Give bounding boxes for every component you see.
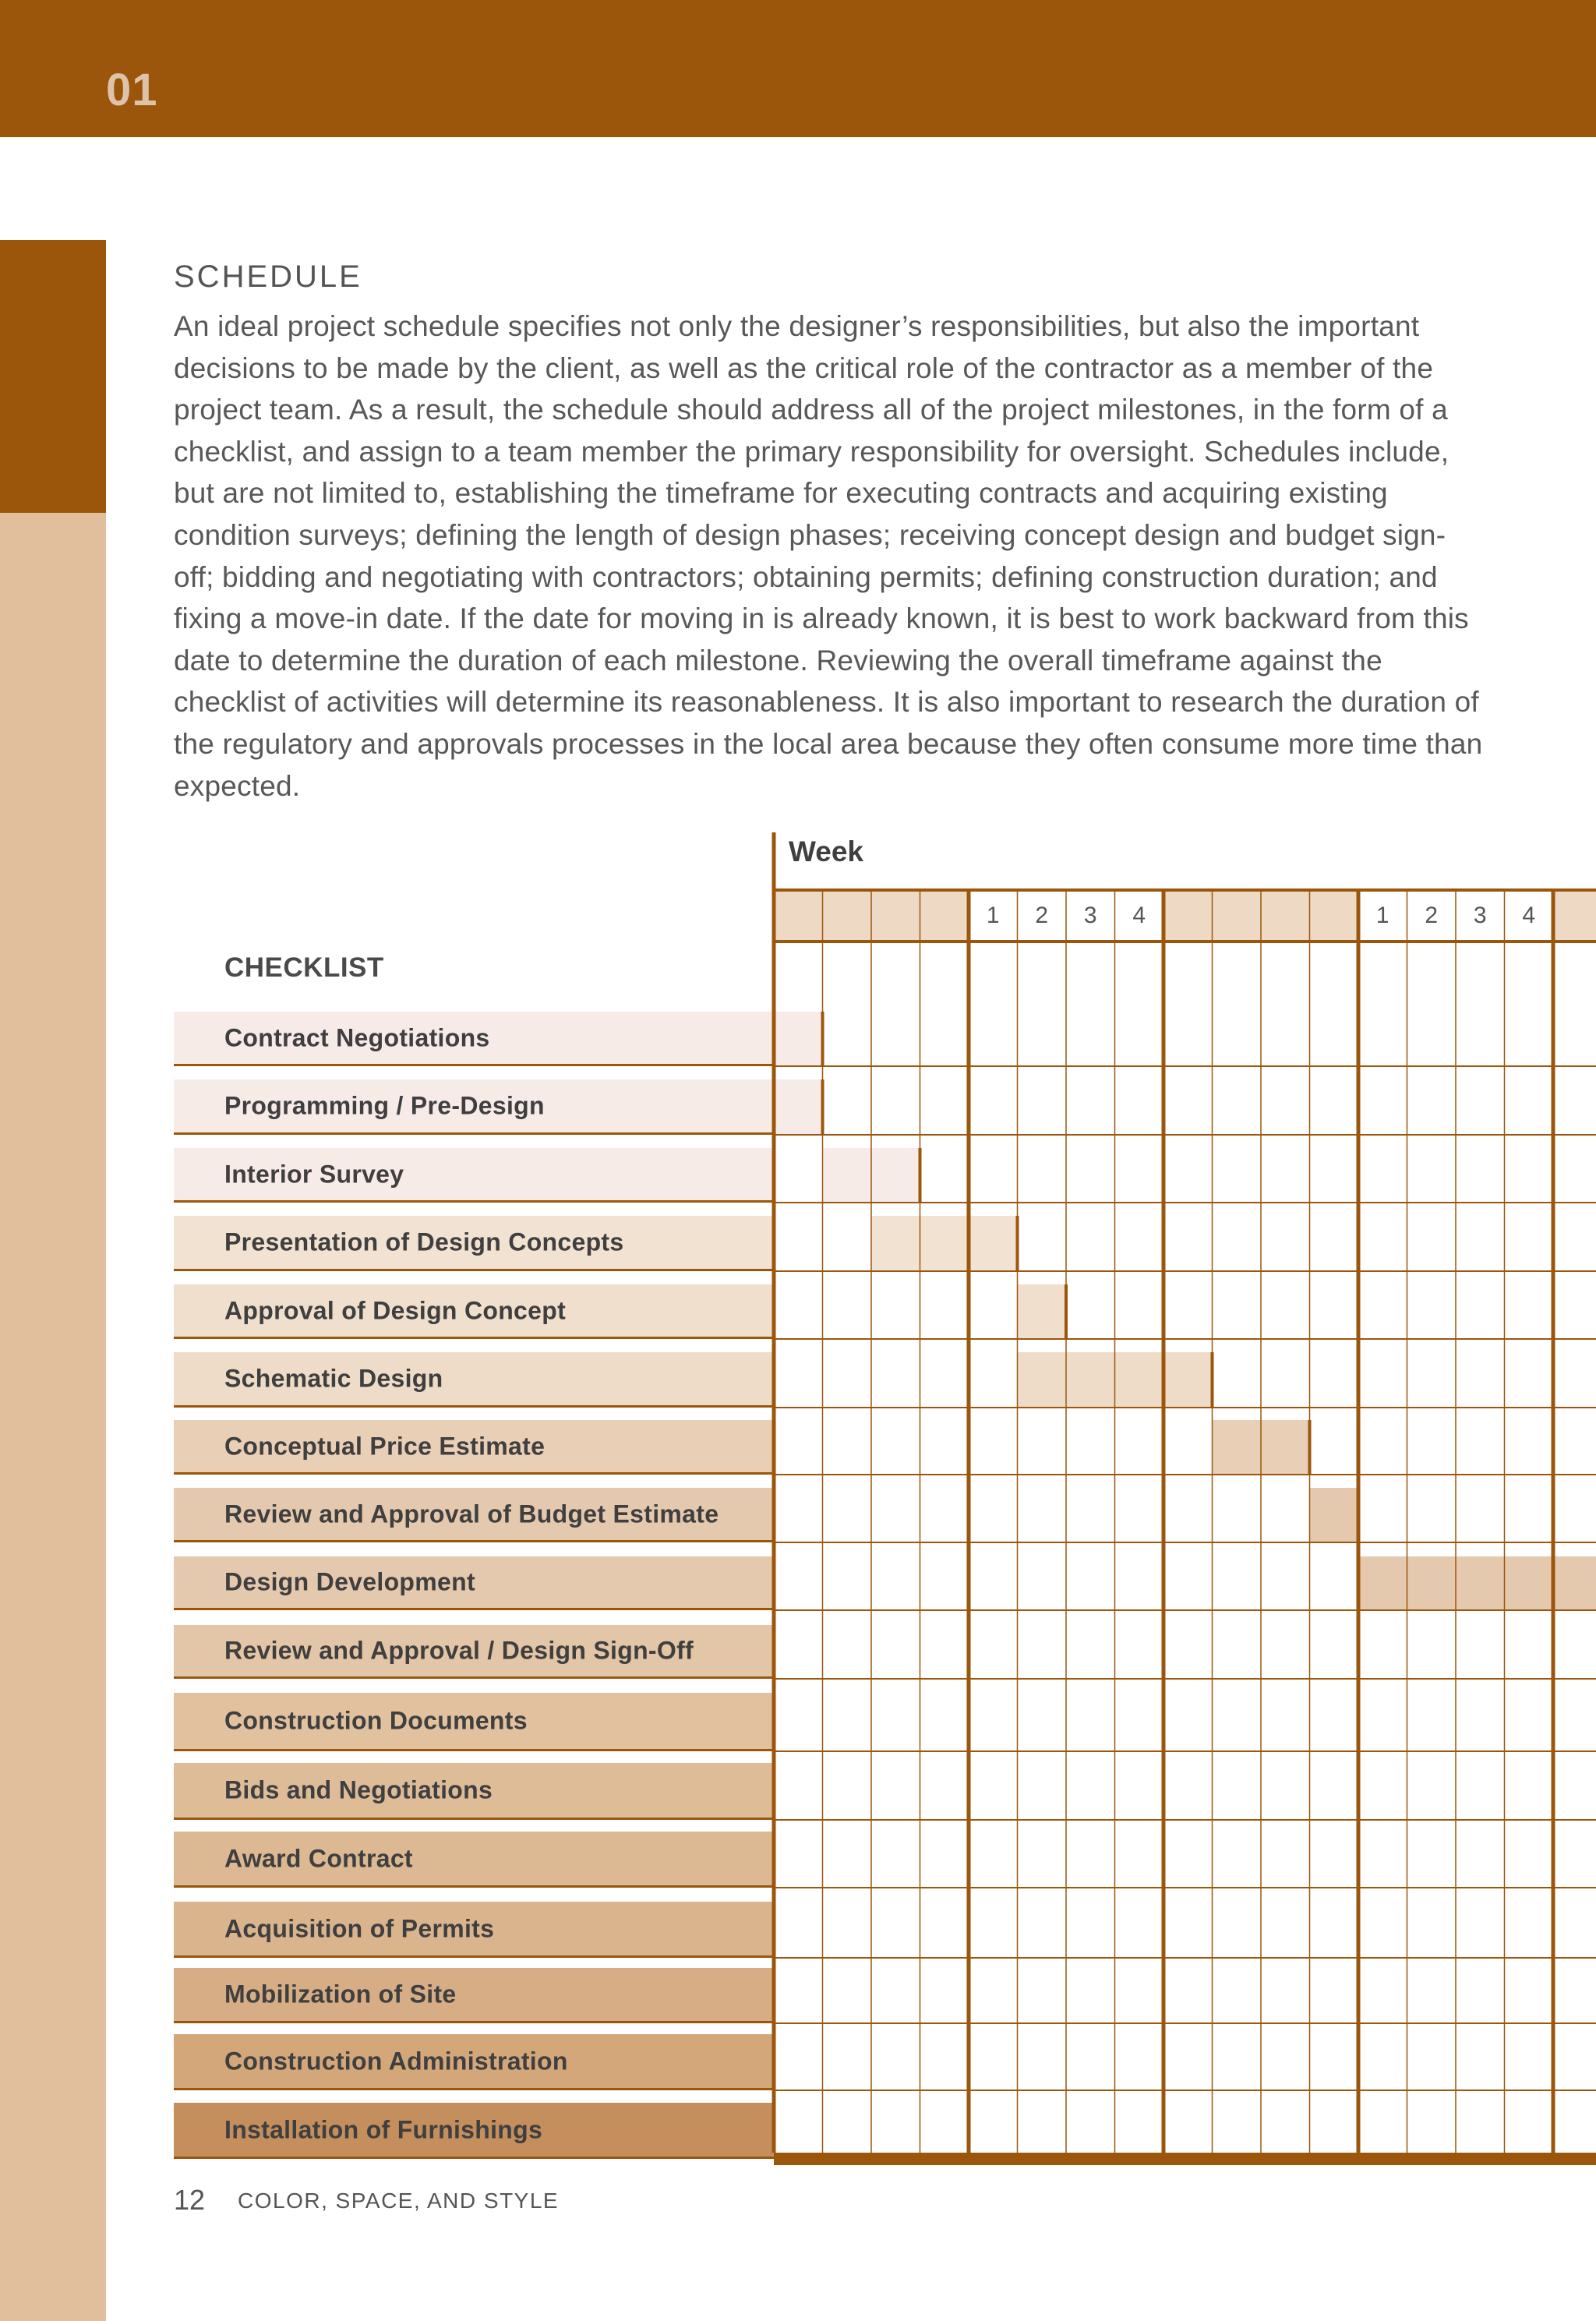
checklist-item-label: Review and Approval of Budget Estimate (224, 1500, 719, 1528)
checklist-item-label: Construction Administration (224, 2047, 568, 2075)
week-number-label: 3 (1083, 903, 1097, 928)
chapter-number: 01 (106, 65, 158, 115)
checklist-item-label: Installation of Furnishings (224, 2115, 543, 2143)
checklist-item-label: Mobilization of Site (224, 1980, 457, 2008)
running-title: COLOR, SPACE, AND STYLE (238, 2189, 560, 2213)
week-number-label: 2 (1035, 903, 1049, 928)
checklist-item-label: Acquisition of Permits (224, 1914, 495, 1942)
week-header-cell-shade (1310, 890, 1359, 941)
checklist-heading: CHECKLIST (224, 952, 384, 983)
checklist-item-label: Interior Survey (224, 1160, 404, 1188)
checklist-item-label: Award Contract (224, 1844, 413, 1872)
week-header-cell-shade (774, 890, 823, 941)
checklist-item-label: Approval of Design Concept (224, 1296, 567, 1324)
checklist-item-label: Design Development (224, 1567, 475, 1596)
week-number-label: 4 (1522, 903, 1536, 928)
task-bar (871, 1216, 1018, 1271)
week-header-cell-shade (1213, 890, 1262, 941)
checklist-item-label: Programming / Pre-Design (224, 1091, 545, 1120)
week-header-cell-shade (823, 890, 872, 941)
checklist-item-label: Presentation of Design Concepts (224, 1228, 624, 1256)
task-bar (1018, 1284, 1067, 1339)
task-bar (774, 1079, 823, 1135)
week-header-cell-shade (920, 890, 969, 941)
checklist-item-label: Conceptual Price Estimate (224, 1432, 546, 1460)
checklist-item-label: Review and Approval / Design Sign-Off (224, 1636, 694, 1665)
week-header-cell-shade (1553, 890, 1596, 941)
week-axis-label: Week (789, 835, 863, 867)
week-number-label: 2 (1425, 903, 1439, 928)
task-bar (774, 1012, 823, 1066)
checklist-item-label: Schematic Design (224, 1364, 443, 1393)
checklist-item-label: Bids and Negotiations (224, 1775, 493, 1804)
body-paragraph: An ideal project schedule specifies not only the designer’s responsibilities, but also the important decisions to be made by the client, as well as the critical role of the contractor as a member of the project team. As a result, the schedule should address all of the project milestones, in the form of a checklist, and assign to a team member the primary responsibility for oversight. Schedules include, but are not limited to, establishing the timeframe for executing contracts and acquiring existing condition surveys; defining the length of design phases; receiving concept design and budget sign-off; bidding and negotiating with contractors; obtaining permits; defining construction duration; and fixing a move-in date. If the date for moving in is already known, it is best to work backward from this date to determine the duration of each milestone. Reviewing the overall timeframe against the checklist of activities will determine its reasonableness. It is also important to research the duration of the regulatory and approvals processes in the local area because they often consume more time than expected. (174, 310, 1483, 802)
week-number-label: 3 (1473, 903, 1487, 928)
week-number-label: 1 (986, 903, 1000, 928)
checklist-item-label: Construction Documents (224, 1706, 528, 1735)
checklist-item-label: Contract Negotiations (224, 1023, 490, 1051)
week-header-cell-shade (871, 890, 920, 941)
week-number-label: 4 (1132, 903, 1146, 928)
task-bar (1358, 1556, 1596, 1610)
page-number: 12 (174, 2184, 206, 2216)
task-bar (1310, 1488, 1359, 1542)
section-heading: SCHEDULE (174, 260, 362, 295)
grid-bottom-band (774, 2153, 1596, 2165)
week-number-label: 1 (1375, 903, 1389, 928)
week-header-cell-shade (1261, 890, 1310, 941)
week-header-cell-shade (1163, 890, 1213, 941)
